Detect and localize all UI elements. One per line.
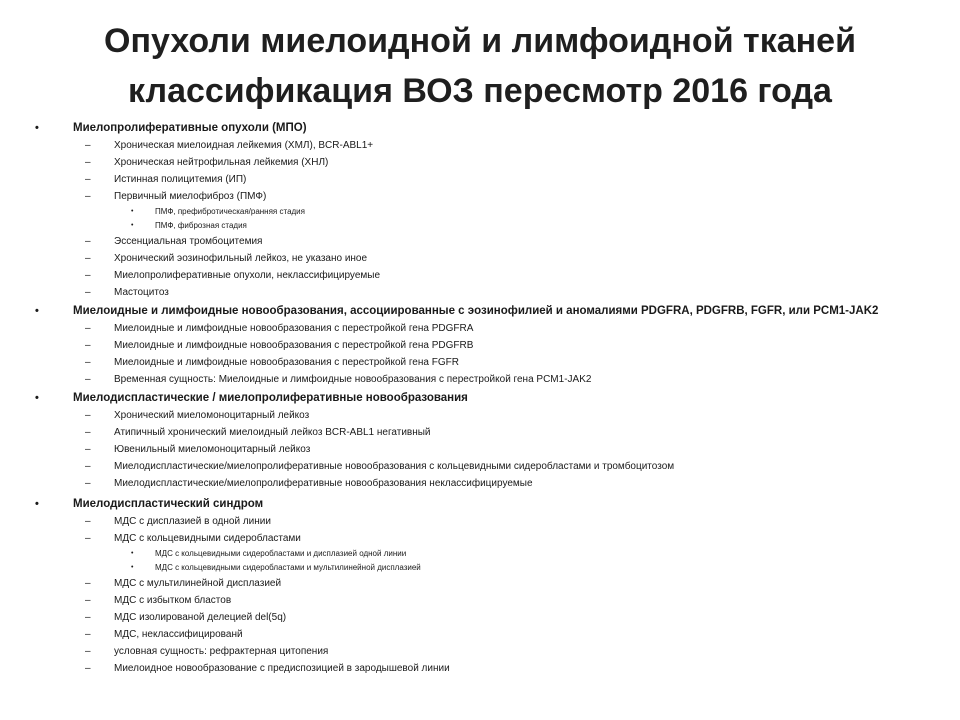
dash-marker: –	[85, 595, 91, 606]
list-item: – Хроническая нейтрофильная лейкемия (ХНЛ)	[30, 154, 930, 171]
dash-marker: –	[85, 612, 91, 623]
dash-marker: –	[85, 663, 91, 674]
list-item: – Истинная полицитемия (ИП)	[30, 171, 930, 188]
list-item: – МДС с дисплазией в одной линии	[30, 513, 930, 530]
bullet-marker: •	[131, 222, 134, 229]
bullet-marker: •	[35, 122, 39, 134]
dash-marker: –	[85, 646, 91, 657]
dash-marker: –	[85, 191, 91, 202]
list-item: – Миелопролиферативные опухоли, неклассифицируемые	[30, 267, 930, 284]
dash-marker: –	[85, 427, 91, 438]
dash-marker: –	[85, 374, 91, 385]
section-heading: • Миелопролиферативные опухоли (МПО)	[30, 120, 930, 137]
title-line-1: Опухоли миелоидной и лимфоидной тканей	[104, 22, 856, 60]
dash-marker: –	[85, 236, 91, 247]
classification-list	[30, 118, 930, 677]
bullet-marker: •	[131, 564, 134, 571]
bullet-marker: •	[131, 550, 134, 557]
list-item: – Временная сущность: Миелоидные и лимфоидные новообразования с перестройкой гена PCM1-JAK2	[30, 371, 930, 388]
list-item: – Эссенциальная тромбоцитемия	[30, 233, 930, 250]
bullet-marker: •	[35, 392, 39, 404]
list-item: – условная сущность: рефрактерная цитопения	[30, 643, 930, 660]
sub-list-item: • МДС с кольцевидными сидеробластами и дисплазией одной линии	[30, 547, 930, 561]
section-heading: • Миелоидные и лимфоидные новообразования, ассоциированные с эозинофилией и аномалиями PDGFRA, PDGFRB, FGFR, или PCM1-JAK2	[30, 303, 923, 320]
bullet-marker: •	[35, 498, 39, 510]
list-item: – МДС с мультилинейной дисплазией	[30, 575, 930, 592]
list-item: – Миелоидные и лимфоидные новообразования с перестройкой гена PDGFRB	[30, 337, 930, 354]
dash-marker: –	[85, 323, 91, 334]
list-item: – Мастоцитоз	[30, 284, 930, 301]
title-line-2: классификация ВОЗ пересмотр 2016 года	[128, 72, 832, 110]
list-item: – Миелоидные и лимфоидные новообразования с перестройкой гена FGFR	[30, 354, 930, 371]
dash-marker: –	[85, 516, 91, 527]
list-item: – МДС с избытком бластов	[30, 592, 930, 609]
dash-marker: –	[85, 174, 91, 185]
list-item: – Миелодиспластические/миелопролиферативные новообразования неклассифицируемые	[30, 475, 930, 492]
dash-marker: –	[85, 444, 91, 455]
section-heading: • Миелодиспластический синдром	[30, 496, 930, 513]
list-item: – Миелоидные и лимфоидные новообразования с перестройкой гена PDGFRA	[30, 320, 930, 337]
dash-marker: –	[85, 629, 91, 640]
dash-marker: –	[85, 340, 91, 351]
dash-marker: –	[85, 357, 91, 368]
list-item: – Ювенильный миеломоноцитарный лейкоз	[30, 441, 930, 458]
dash-marker: –	[85, 140, 91, 151]
list-item: – Атипичный хронический миелоидный лейкоз BCR-ABL1 негативный	[30, 424, 930, 441]
dash-marker: –	[85, 270, 91, 281]
list-item: – МДС с кольцевидными сидеробластами	[30, 530, 930, 547]
list-item: – Хроническая миелоидная лейкемия (ХМЛ), BCR-ABL1+	[30, 137, 930, 154]
list-item: – МДС изолированой делецией del(5q)	[30, 609, 930, 626]
dash-marker: –	[85, 410, 91, 421]
bullet-marker: •	[131, 208, 134, 215]
dash-marker: –	[85, 157, 91, 168]
dash-marker: –	[85, 253, 91, 264]
dash-marker: –	[85, 533, 91, 544]
slide-title	[0, 16, 960, 116]
dash-marker: –	[85, 461, 91, 472]
sub-list-item: • ПМФ, фиброзная стадия	[30, 219, 930, 233]
bullet-marker: •	[35, 305, 39, 317]
list-item: – Первичный миелофиброз (ПМФ)	[30, 188, 930, 205]
list-item: – Хронический миеломоноцитарный лейкоз	[30, 407, 930, 424]
list-item: – Миелоидное новообразование с предиспозицией в зародышевой линии	[30, 660, 930, 677]
list-item: – Хронический эозинофильный лейкоз, не указано иное	[30, 250, 930, 267]
sub-list-item: • МДС с кольцевидными сидеробластами и мультилинейной дисплазией	[30, 561, 930, 575]
section-heading: • Миелодиспластические / миелопролиферативные новообразования	[30, 390, 930, 407]
sub-list-item: • ПМФ, префибротическая/ранняя стадия	[30, 205, 930, 219]
dash-marker: –	[85, 578, 91, 589]
list-item: – Миелодиспластические/миелопролиферативные новообразования с кольцевидными сидеробластами и тромбоцитозом	[30, 458, 930, 475]
dash-marker: –	[85, 478, 91, 489]
list-item: – МДС, неклассифицированй	[30, 626, 930, 643]
dash-marker: –	[85, 287, 91, 298]
